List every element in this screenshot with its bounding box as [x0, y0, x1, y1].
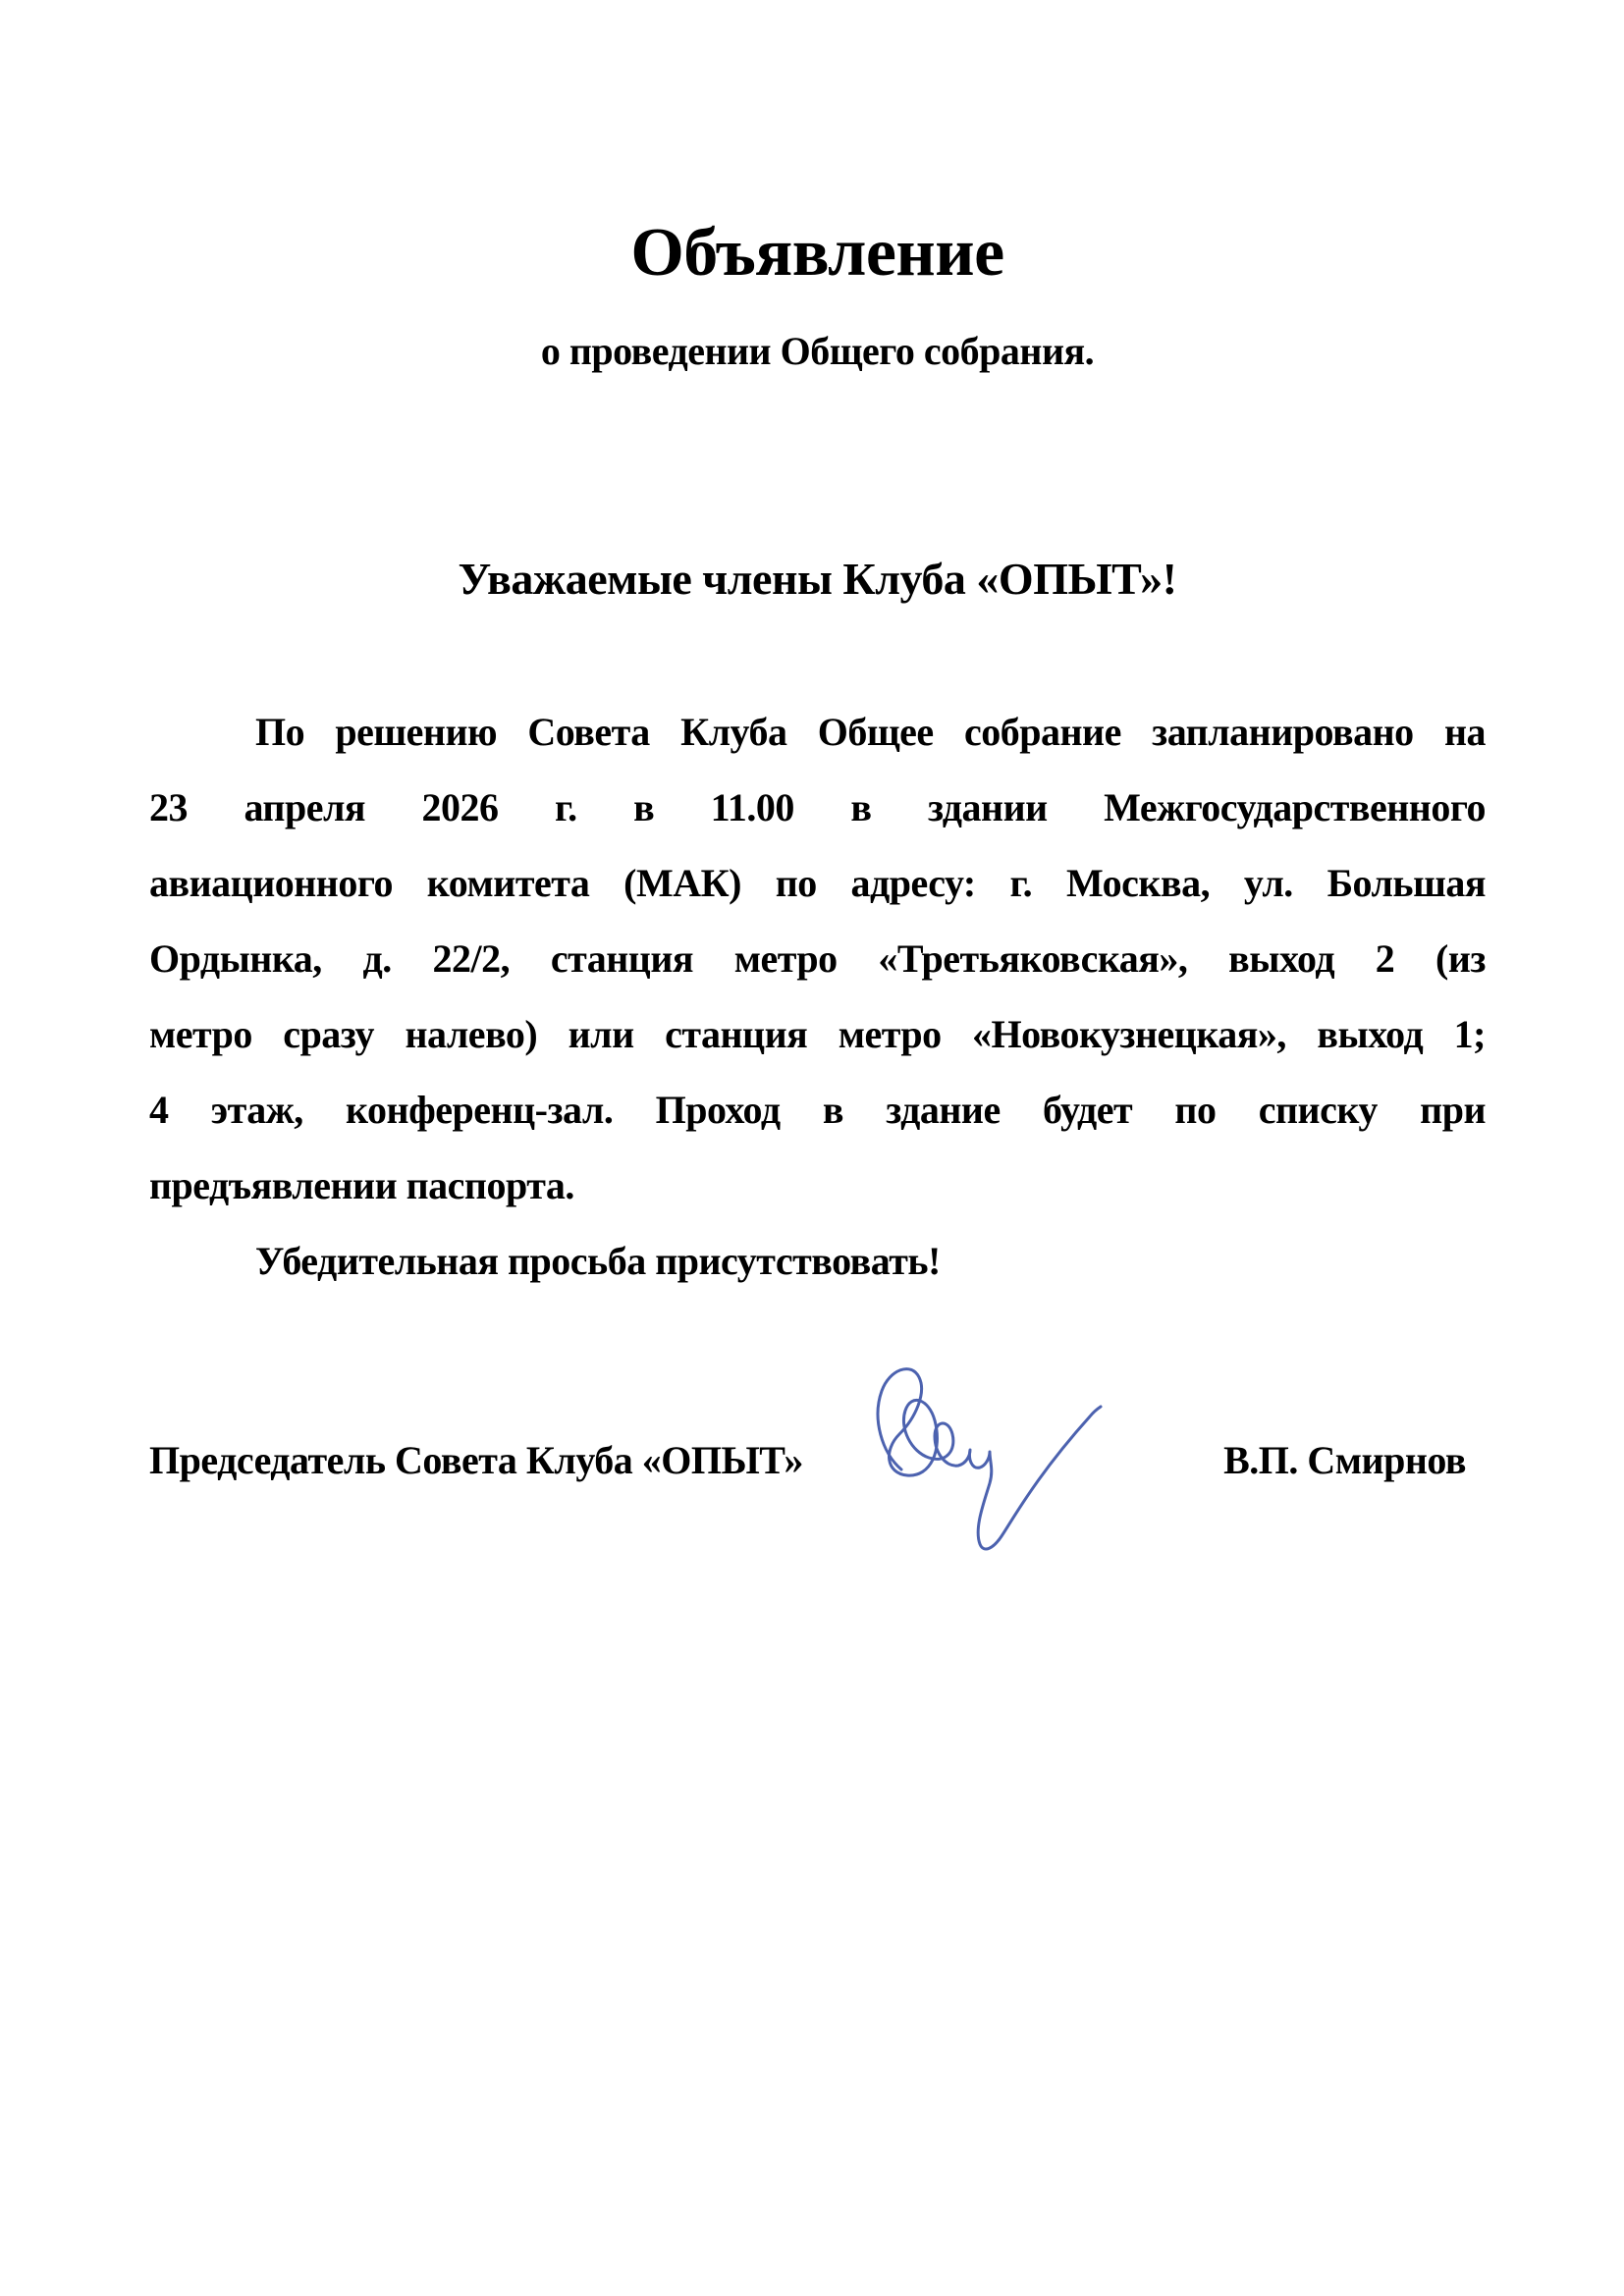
handwritten-signature-image — [864, 1360, 1119, 1566]
body-line: авиационного комитета (МАК) по адресу: г. Москва, ул. Большая — [149, 861, 1486, 905]
greeting-line: Уважаемые члены Клуба «ОПЫТ»! — [458, 554, 1177, 604]
body-line: предъявлении паспорта. — [149, 1163, 574, 1207]
document-title: Объявление — [630, 215, 1004, 291]
document-subtitle: о проведении Общего собрания. — [540, 329, 1095, 373]
signature-block — [149, 1436, 1466, 1485]
closing-line: Убедительная просьба присутствовать! — [255, 1239, 941, 1283]
signature-stroke — [878, 1369, 1101, 1549]
signatory-role-label: Председатель Совета Клуба «ОПЫТ» — [149, 1438, 803, 1482]
body-line: 23 апреля 2026 г. в 11.00 в здании Межгосударственного — [149, 785, 1486, 829]
body-text — [149, 694, 1486, 1299]
signature-icon — [864, 1360, 1119, 1566]
signatory-name: В.П. Смирнов — [1223, 1438, 1466, 1482]
body-line: метро сразу налево) или станция метро «Новокузнецкая», выход 1; — [149, 1012, 1486, 1056]
body-line: По решению Совета Клуба Общее собрание запланировано на — [255, 710, 1486, 754]
body-line: Ордынка, д. 22/2, станция метро «Третьяковская», выход 2 (из — [149, 936, 1486, 981]
body-line: 4 этаж, конференц-зал. Проход в здание будет по списку при — [149, 1088, 1486, 1132]
